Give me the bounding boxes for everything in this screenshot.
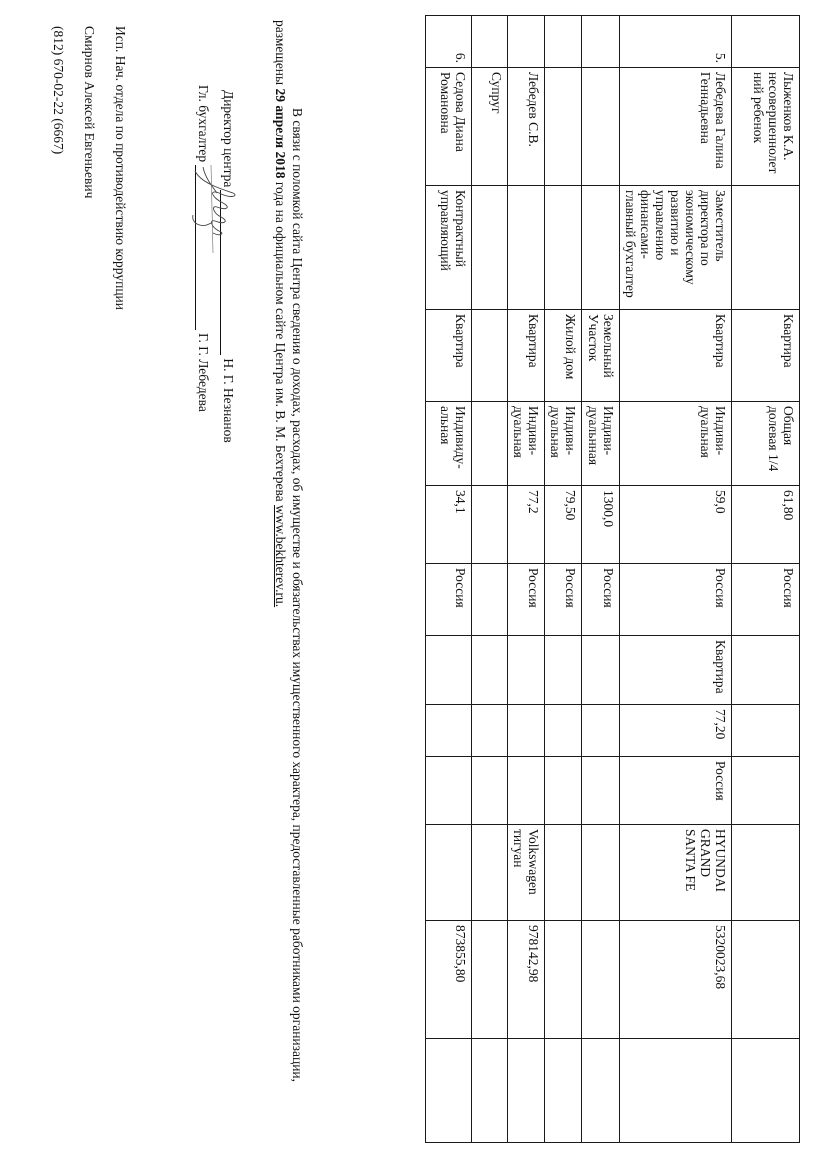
cell-object-type: Квартира <box>732 310 800 402</box>
cell-ownership: Индиви-дуальная <box>620 402 732 486</box>
cell-use-area <box>472 705 508 757</box>
cell-object-type: Жилой дом <box>545 310 582 402</box>
cell-num <box>582 16 620 68</box>
table-row <box>472 16 508 1143</box>
cell-ownership: Индиви-дуальная <box>508 402 545 486</box>
cell-num <box>472 16 508 68</box>
cell-source <box>545 1039 582 1143</box>
cell-use-type <box>582 636 620 705</box>
notice-line-2 <box>272 0 289 1166</box>
cell-vehicle <box>545 825 582 921</box>
cell-use-country <box>582 757 620 825</box>
cell-income: 532002З,68 <box>620 921 732 1039</box>
cell-area <box>472 486 508 564</box>
table-row <box>582 16 620 1143</box>
cell-name: Супруг <box>472 68 508 186</box>
cell-use-type: Квартира <box>620 636 732 705</box>
cell-use-country <box>472 757 508 825</box>
cell-country: Россия <box>508 564 545 636</box>
cell-use-type <box>426 636 472 705</box>
cell-use-type <box>732 636 800 705</box>
table-row <box>732 16 800 1143</box>
cell-use-country: Россия <box>620 757 732 825</box>
cell-use-area <box>426 705 472 757</box>
cell-income: 873855,80 <box>426 921 472 1039</box>
notice-text-2: года на официальном сайте Центра им. В. М. Бехтерева <box>273 178 288 506</box>
director-name: Н. Г. Незнанов <box>221 358 236 443</box>
cell-name: Лебедева Галина Геннадьевна <box>620 68 732 186</box>
table-body <box>426 16 800 1143</box>
cell-area: 79,50 <box>545 486 582 564</box>
cell-object-type: Квартира <box>620 310 732 402</box>
notice-text: размещены <box>273 20 288 89</box>
cell-position: Контрактный управляющий <box>426 186 472 310</box>
table-row <box>620 16 732 1143</box>
cell-area: 34,1 <box>426 486 472 564</box>
cell-name: Седова Диана Романовна <box>426 68 472 186</box>
cell-use-area <box>508 705 545 757</box>
accountant-name: Г. Г. Лебедева <box>196 333 211 412</box>
cell-num <box>732 16 800 68</box>
cell-use-area <box>545 705 582 757</box>
cell-vehicle: HYUNDAI GRAND SANTA FE <box>620 825 732 921</box>
cell-object-type: Земельный Участок <box>582 310 620 402</box>
executor-title: Исп. Нач. отдела по противодействию коррупции <box>113 26 128 311</box>
cell-ownership: Индиви-дуальная <box>545 402 582 486</box>
cell-num: 5. <box>620 16 732 68</box>
notice <box>272 0 306 1166</box>
cell-income: 978142,98 <box>508 921 545 1039</box>
cell-area: 1300,0 <box>582 486 620 564</box>
cell-use-country <box>426 757 472 825</box>
cell-position <box>732 186 800 310</box>
cell-num <box>545 16 582 68</box>
cell-use-country <box>545 757 582 825</box>
cell-use-country <box>508 757 545 825</box>
cell-ownership: Индивиду-альная <box>426 402 472 486</box>
cell-vehicle <box>472 825 508 921</box>
cell-position <box>582 186 620 310</box>
table-row <box>508 16 545 1143</box>
cell-object-type: Квартира <box>508 310 545 402</box>
cell-name <box>582 68 620 186</box>
cell-ownership: Индиви-дуальнная <box>582 402 620 486</box>
table-row <box>426 16 472 1143</box>
cell-num <box>508 16 545 68</box>
cell-use-area: 77,20 <box>620 705 732 757</box>
cell-area: 61,80 <box>732 486 800 564</box>
cell-country: Россия <box>732 564 800 636</box>
cell-source <box>426 1039 472 1143</box>
cell-source <box>620 1039 732 1143</box>
cell-country: Россия <box>582 564 620 636</box>
cell-name: Лебедев С.В. <box>508 68 545 186</box>
cell-object-type: Квартира <box>426 310 472 402</box>
cell-use-country <box>732 757 800 825</box>
cell-area: 77,2 <box>508 486 545 564</box>
notice-date: 29 апреля 2018 <box>273 88 288 179</box>
cell-use-type <box>472 636 508 705</box>
director-signature <box>220 90 238 443</box>
cell-name: Лыженков К.А. несовершеннолет ний ребенок <box>732 68 800 186</box>
cell-vehicle <box>426 825 472 921</box>
cell-source <box>472 1039 508 1143</box>
cell-country: Россия <box>426 564 472 636</box>
cell-area: 59,0 <box>620 486 732 564</box>
cell-country: Россия <box>620 564 732 636</box>
cell-use-type <box>508 636 545 705</box>
cell-object-type <box>472 310 508 402</box>
cell-country <box>472 564 508 636</box>
income-declaration-table <box>425 15 800 1143</box>
cell-source <box>732 1039 800 1143</box>
cell-num: 6. <box>426 16 472 68</box>
cell-use-type <box>545 636 582 705</box>
accountant-label: Гл. бухгалтер <box>196 85 211 163</box>
cell-ownership <box>472 402 508 486</box>
executor-info <box>43 26 136 310</box>
cell-income <box>472 921 508 1039</box>
cell-position: Заместитель директора по экономическому развитию и управлению финансами-главный бухгалтер <box>620 186 732 310</box>
table-row <box>545 16 582 1143</box>
cell-use-area <box>582 705 620 757</box>
cell-ownership: Общая долевая 1/4 <box>732 402 800 486</box>
cell-use-area <box>732 705 800 757</box>
cell-vehicle <box>732 825 800 921</box>
website-link[interactable]: www.bekhterev.ru. <box>273 505 288 608</box>
handwritten-signature-icon <box>189 163 241 263</box>
cell-vehicle <box>582 825 620 921</box>
cell-position <box>508 186 545 310</box>
cell-position <box>545 186 582 310</box>
executor-name: Смирнов Алексей Евгеньевич <box>82 26 97 199</box>
cell-income <box>545 921 582 1039</box>
cell-source <box>508 1039 545 1143</box>
notice-line-1: В связи с поломкой сайта Центра сведения о доходах, расходах, об имуществе и обязательствах имущественного характера, предоставленные работниками организации, <box>290 108 305 1083</box>
executor-phone: (812) 670-02-22 (6667) <box>51 26 66 155</box>
cell-income <box>732 921 800 1039</box>
cell-income <box>582 921 620 1039</box>
director-label: Директор центра <box>221 90 236 188</box>
cell-name <box>545 68 582 186</box>
cell-country: Россия <box>545 564 582 636</box>
cell-source <box>582 1039 620 1143</box>
cell-position <box>472 186 508 310</box>
cell-vehicle: Volkswagen тигуан <box>508 825 545 921</box>
